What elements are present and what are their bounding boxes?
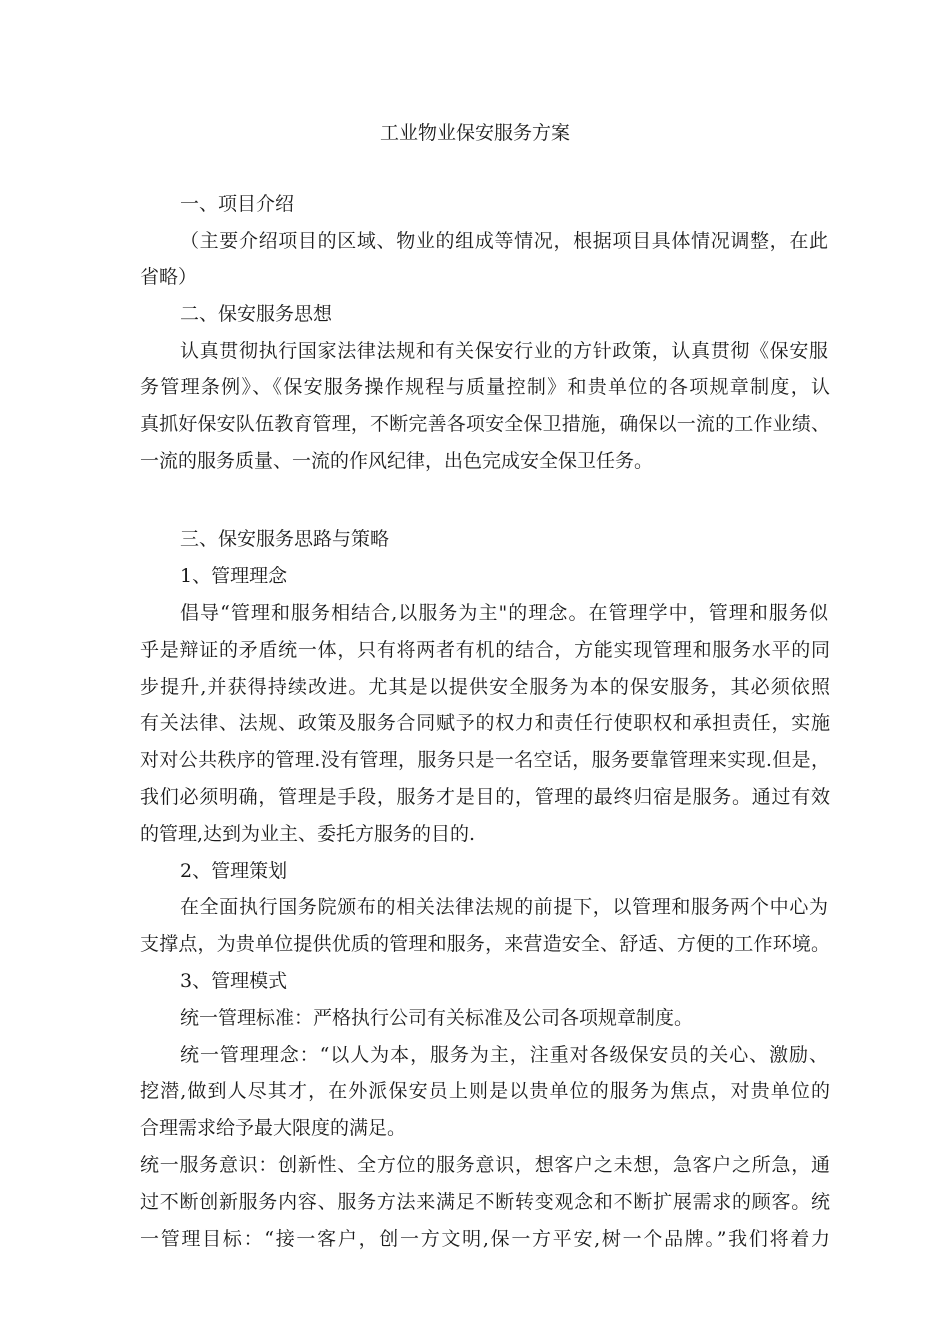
body-line: 统一管理标准：严格执行公司有关标准及公司各项规章制度。 — [180, 1007, 694, 1029]
body-line: 我们必须明确，管理是手段，服务才是目的，管理的最终归宿是服务。通过有效 — [140, 786, 830, 808]
body-line: 的管理,达到为业主、委托方服务的目的. — [140, 823, 476, 845]
body-line: 在全面执行国务院颁布的相关法律法规的前提下，以管理和服务两个中心为 — [180, 896, 828, 918]
body-line: 支撑点，为贵单位提供优质的管理和服务，来营造安全、舒适、方便的工作环境。 — [140, 933, 830, 955]
body-line: 乎是辩证的矛盾统一体，只有将两者有机的结合，方能实现管理和服务水平的同 — [140, 639, 830, 661]
body-line: 过不断创新服务内容、服务方法来满足不断转变观念和不断扩展需求的顾客。统 — [140, 1191, 830, 1213]
body-line: （主要介绍项目的区域、物业的组成等情况，根据项目具体情况调整，在此 — [180, 230, 828, 252]
body-line: 对对公共秩序的管理.没有管理，服务只是一名空话，服务要靠管理来实现.但是， — [140, 749, 830, 771]
body-line: 统一服务意识：创新性、全方位的服务意识，想客户之未想，急客户之所急，通 — [140, 1154, 830, 1176]
body-line: 统一管理理念：“以人为本，服务为主，注重对各级保安员的关心、激励、 — [180, 1044, 828, 1066]
body-line: 2、管理策划 — [180, 860, 288, 882]
body-line: 一管理目标：“接一客户，创一方文明,保一方平安,树一个品牌。”我们将着力 — [140, 1228, 830, 1250]
body-line: 真抓好保安队伍教育管理，不断完善各项安全保卫措施，确保以一流的工作业绩、 — [140, 413, 830, 435]
body-line: 三、保安服务思路与策略 — [180, 528, 390, 550]
body-line: 倡导“管理和服务相结合,以服务为主"的理念。在管理学中，管理和服务似 — [180, 602, 828, 624]
body-line: 1、管理理念 — [180, 565, 288, 587]
body-line: 步提升,并获得持续改进。尤其是以提供安全服务为本的保安服务，其必须依照 — [140, 676, 830, 698]
body-line: 合理需求给予最大限度的满足。 — [140, 1117, 407, 1139]
document-title: 工业物业保安服务方案 — [379, 122, 570, 144]
body-line: 3、管理模式 — [180, 970, 288, 992]
body-line: 一流的服务质量、一流的作风纪律，出色完成安全保卫任务。 — [140, 450, 654, 472]
body-line: 有关法律、法规、政策及服务合同赋予的权力和责任行使职权和承担责任，实施 — [140, 712, 830, 734]
body-line: 务管理条例》、《保安服务操作规程与质量控制》和贵单位的各项规章制度，认 — [140, 376, 830, 398]
body-line: 认真贯彻执行国家法律法规和有关保安行业的方针政策，认真贯彻《保安服 — [180, 340, 828, 362]
body-line: 挖潜,做到人尽其才，在外派保安员上则是以贵单位的服务为焦点，对贵单位的 — [140, 1080, 830, 1102]
body-line: 省略） — [140, 266, 198, 288]
body-line: 二、保安服务思想 — [180, 303, 333, 325]
body-line: 一、项目介绍 — [180, 193, 295, 215]
